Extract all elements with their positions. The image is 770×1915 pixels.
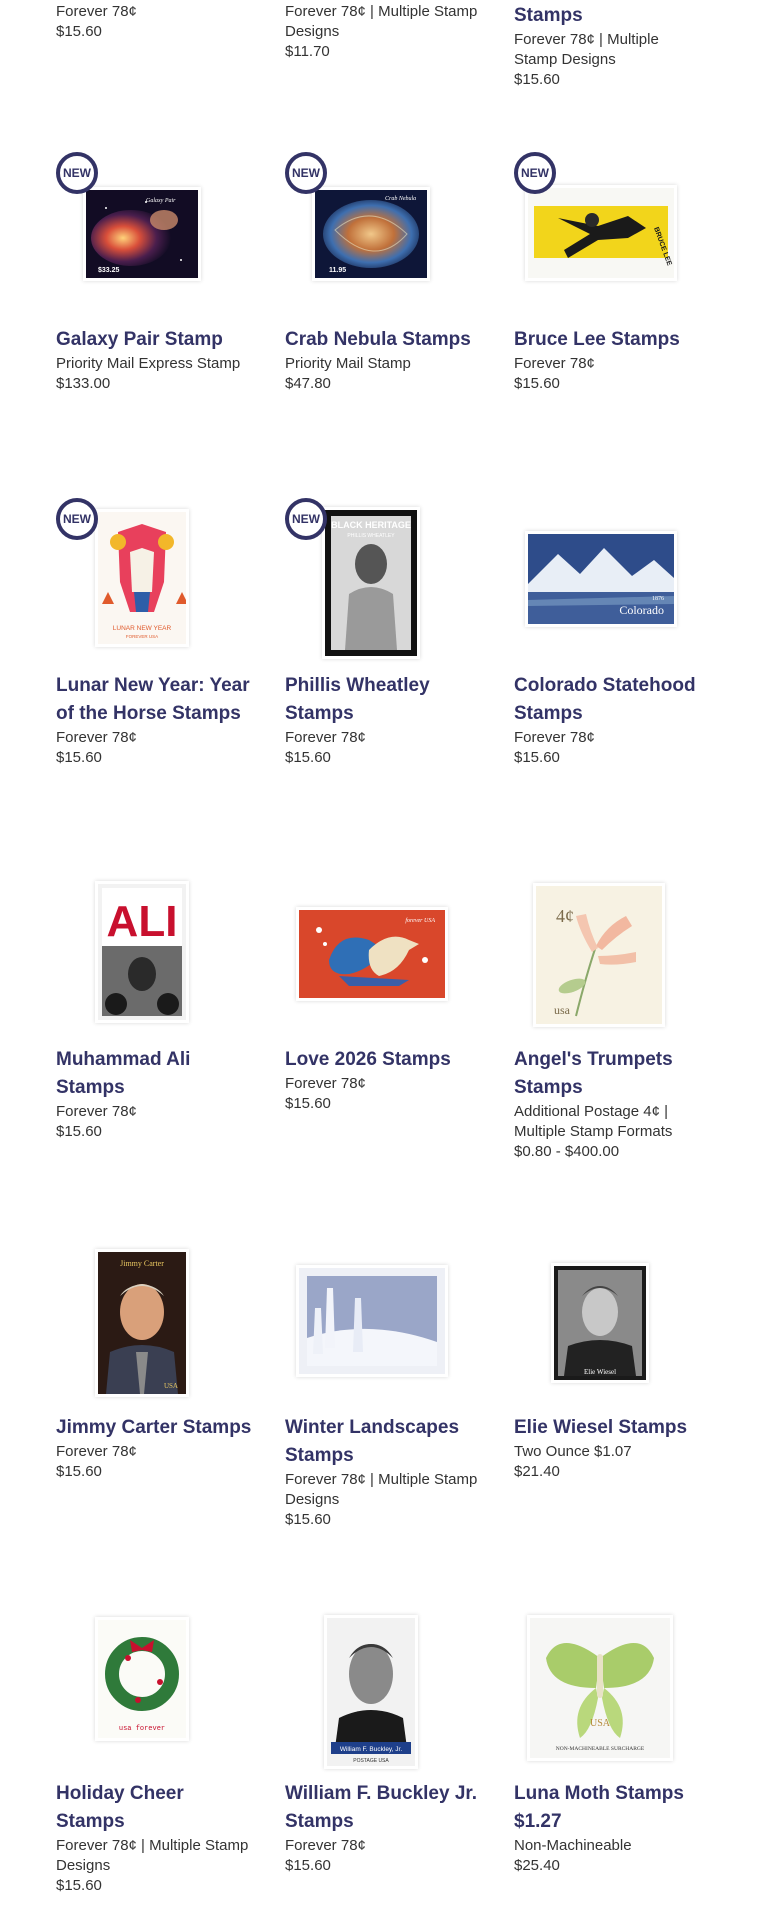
carter-stamp-label: Jimmy Carter [120,1259,164,1268]
product-description: Two Ounce $1.07 [514,1443,632,1460]
product-card[interactable] [514,1414,714,1482]
product-price: $11.70 [285,43,330,60]
galaxy-pair-stamp-image [86,190,198,278]
lunar-stamp-sub: FOREVER USA [125,634,159,639]
william-buckley-stamp-image [327,1618,415,1766]
product-image-link[interactable] [514,152,714,312]
product-price: $15.60 [285,1095,331,1112]
winter-landscapes-stamp-image [299,1268,445,1374]
bruce-lee-stamp-image [528,188,674,278]
colorado-stamp-year: 1876 [652,596,664,602]
product-image-link[interactable] [285,1606,485,1766]
angels-trumpets-stamp-image [536,886,662,1024]
elie-wiesel-stamp-image [554,1266,646,1380]
galaxy-stamp-label: Galaxy Pair [146,198,176,204]
phillis-stamp-label: BLACK HERITAGE [331,520,411,530]
product-image-link[interactable] [514,872,714,1032]
product-price: $15.60 [285,1857,331,1874]
product-title[interactable]: Elie Wiesel Stamps [514,1417,688,1438]
product-description: Forever 78¢ [285,1837,366,1854]
product-price: $15.60 [285,749,331,766]
product-image-link[interactable] [56,1606,256,1766]
product-card[interactable] [514,326,714,394]
product-card[interactable] [514,1780,714,1876]
product-title[interactable]: Love 2026 Stamps [285,1049,451,1070]
love-stamp-art [299,910,445,998]
product-title[interactable]: Galaxy Pair Stamp [56,329,223,350]
colorado-stamp-image [528,534,674,624]
product-title[interactable]: Stamps [514,5,583,26]
bruce-lee-stamp-art [528,188,674,278]
product-description: Forever 78¢ [56,1103,137,1120]
phillis-wheatley-stamp-art [325,510,417,656]
product-price: $47.80 [285,375,331,392]
luna-moth-stamp-art [530,1618,670,1758]
product-title[interactable]: William F. Buckley Jr. Stamps [285,1783,478,1832]
holiday-cheer-stamp-art [98,1620,186,1738]
luna-stamp-usa: USA [589,1718,611,1729]
product-title[interactable]: Bruce Lee Stamps [514,329,680,350]
product-card[interactable] [285,672,485,768]
product-title[interactable]: Lunar New Year: Year of the Horse Stamps [56,675,250,724]
product-price: $15.60 [56,1463,102,1480]
carter-stamp-usa: USA [163,1382,178,1390]
jimmy-carter-stamp-art [98,1252,186,1394]
product-description: Priority Mail Express Stamp [56,355,241,372]
product-price: $15.60 [514,749,560,766]
product-card[interactable] [514,1046,714,1162]
product-image-link[interactable] [56,872,256,1032]
crab-nebula-stamp-art [315,190,427,278]
buckley-stamp-sub: POSTAGE USA [353,1758,389,1764]
angels-stamp-usa: usa [554,1003,570,1017]
product-description: Forever 78¢ | Multiple Stamp Designs [56,1837,249,1874]
product-price: $15.60 [56,1877,102,1894]
bruce-lee-stamp-label: BRUCE LEE [652,226,673,267]
product-description: Additional Postage 4¢ | Multiple Stamp Formats [514,1103,673,1140]
product-card[interactable] [56,326,256,394]
product-card[interactable] [285,1780,485,1876]
product-price: $15.60 [56,23,102,40]
crab-stamp-value: 11.95 [329,267,347,274]
product-card[interactable] [56,1046,256,1142]
product-image-link[interactable] [56,498,256,658]
product-image-link[interactable] [285,1238,485,1398]
phillis-stamp-sub: PHILLIS WHEATLEY [347,533,395,539]
product-image-link[interactable] [514,1606,714,1766]
lunar-new-year-stamp-image [98,512,186,644]
product-image-link[interactable] [56,152,256,312]
holiday-stamp-label: usa forever [118,1725,166,1733]
holiday-cheer-stamp-image [98,1620,186,1738]
product-card[interactable] [514,0,704,90]
winter-landscapes-stamp-art [299,1268,445,1374]
product-card[interactable] [56,0,256,42]
product-title[interactable]: Holiday Cheer Stamps [56,1783,184,1832]
product-description: Forever 78¢ [56,729,137,746]
product-price: $15.60 [514,71,560,88]
product-card[interactable] [285,1046,485,1114]
product-card[interactable] [285,1414,485,1530]
product-description: Forever 78¢ | Multiple Stamp Designs [285,3,478,40]
product-price: $25.40 [514,1857,560,1874]
product-image-link[interactable] [514,1238,714,1398]
new-badge: NEW [285,152,327,194]
product-image-link[interactable] [56,1238,256,1398]
product-price: $133.00 [56,375,111,392]
product-card[interactable] [56,1780,256,1896]
product-card[interactable] [56,672,256,768]
luna-moth-stamp-image [530,1618,670,1758]
wiesel-stamp-label: Elie Wiesel [583,1368,617,1376]
new-badge: NEW [285,498,327,540]
angels-trumpets-stamp-art [536,886,662,1024]
product-price: $15.60 [285,1511,331,1528]
product-description: Forever 78¢ | Multiple Stamp Designs [285,1471,478,1508]
phillis-wheatley-stamp-image [325,510,417,656]
love-stamp-image [299,910,445,998]
love-stamp-label: forever USA [405,918,435,924]
muhammad-ali-stamp-art [98,884,186,1020]
lunar-new-year-stamp-art [98,512,186,644]
product-description: Forever 78¢ [514,729,595,746]
product-description: Priority Mail Stamp [285,355,411,372]
muhammad-ali-stamp-image [98,884,186,1020]
colorado-stamp-label: Colorado [619,603,664,617]
product-description: Forever 78¢ [285,729,366,746]
william-buckley-stamp-art [327,1618,415,1766]
product-price: $15.60 [56,1123,102,1140]
product-card[interactable] [56,1414,256,1482]
product-title[interactable]: Angel's Trumpets Stamps [514,1049,673,1098]
product-title[interactable]: Crab Nebula Stamps [285,329,471,350]
lunar-stamp-label: LUNAR NEW YEAR [112,625,172,632]
new-badge: NEW [56,152,98,194]
ali-stamp-label: ALI [106,897,178,946]
new-badge: NEW [56,498,98,540]
product-description: Forever 78¢ | Multiple Stamp Designs [514,31,659,68]
product-price: $0.80 - $400.00 [514,1143,620,1160]
product-card[interactable] [514,672,714,768]
product-card[interactable] [285,0,485,62]
galaxy-stamp-value: $33.25 [98,267,120,274]
product-description: Forever 78¢ [56,3,137,20]
product-price: $15.60 [56,749,102,766]
product-title[interactable]: Luna Moth Stamps $1.27 [514,1783,684,1832]
product-image-link[interactable] [285,872,485,1032]
crab-nebula-stamp-image [315,190,427,278]
product-description: Forever 78¢ [514,355,595,372]
angels-stamp-value: 4¢ [556,906,574,926]
buckley-stamp-label: William F. Buckley, Jr. [339,1746,403,1753]
product-image-link[interactable] [285,152,485,312]
jimmy-carter-stamp-image [98,1252,186,1394]
elie-wiesel-stamp-art [554,1266,646,1380]
product-title[interactable]: Jimmy Carter Stamps [56,1417,252,1438]
product-title[interactable]: Phillis Wheatley Stamps [285,675,430,724]
product-description: Forever 78¢ [56,1443,137,1460]
product-card[interactable] [285,326,485,394]
product-title[interactable]: Winter Landscapes Stamps [285,1417,460,1466]
product-title[interactable]: Muhammad Ali Stamps [56,1049,191,1098]
product-price: $15.60 [514,375,560,392]
product-image-link[interactable] [514,498,714,658]
luna-stamp-sub: NON-MACHINEABLE SURCHARGE [555,1746,645,1752]
colorado-stamp-art [528,534,674,624]
product-description: Non-Machineable [514,1837,632,1854]
galaxy-pair-stamp-art [86,190,198,278]
product-image-link[interactable] [285,498,485,658]
product-description: Forever 78¢ [285,1075,366,1092]
new-badge: NEW [514,152,556,194]
product-title[interactable]: Colorado Statehood Stamps [514,675,696,724]
crab-stamp-label: Crab Nebula [385,196,417,202]
product-price: $21.40 [514,1463,560,1480]
